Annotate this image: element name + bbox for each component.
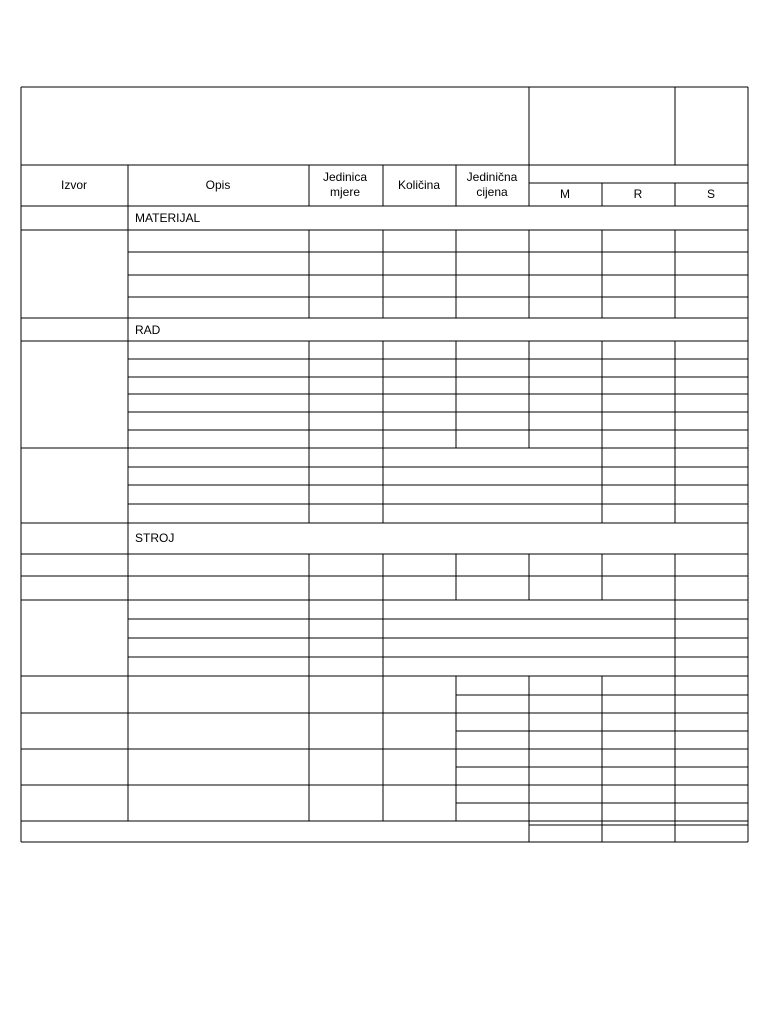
header-jedinica-mjere-line1: Jedinica (322, 170, 368, 184)
section-materijal: MATERIJAL (135, 211, 201, 225)
header-jedinica-mjere-line2: mjere (329, 185, 361, 199)
header-kolicina: Količina (397, 178, 441, 192)
header-m: M (560, 187, 570, 201)
header-jedinicna-cijena-line1: Jedinična (466, 170, 518, 184)
section-stroj: STROJ (135, 531, 175, 545)
header-izvor: Izvor (60, 178, 88, 192)
header-jedinicna-cijena-line2: cijena (476, 185, 508, 199)
section-rad: RAD (135, 323, 161, 337)
header-r: R (633, 187, 643, 201)
header-s: S (706, 187, 716, 201)
header-opis: Opis (205, 178, 231, 192)
